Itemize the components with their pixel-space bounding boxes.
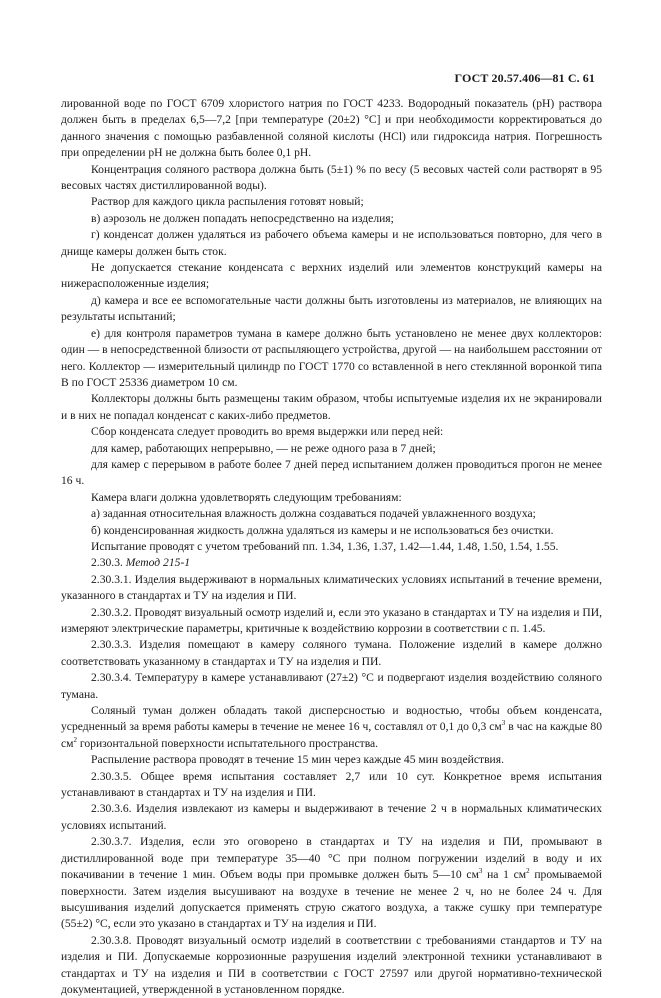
- clause: 2.30.3.2. Проводят визуальный осмотр изделий и, если это указано в стандартах и ТУ на изделия и ПИ, измеряют электрические параметры, критичные к воздействию коррозии в соответствии с п. 1.45.: [61, 605, 602, 635]
- clause: [61, 834, 602, 932]
- superscript: 3: [501, 719, 506, 728]
- document-body: [61, 96, 602, 998]
- paragraph: лированной воде по ГОСТ 6709 хлористого натрия по ГОСТ 4233. Водородный показатель (pH) раствора должен быть в пределах 6,5—7,2 [при температуре (20±2) °C] и при необходимости корректироваться до данного значения с помощью разбавленной соляной кислоты (HCl) или гидроксида натрия. Погрешность при определении pH не должна быть более 0,1 pH.: [61, 97, 602, 160]
- paragraph: Не допускается стекание конденсата с верхних изделий или элементов конструкций камеры на нижерасположенные изделия;: [61, 261, 602, 291]
- section-number: 2.30.3.: [91, 556, 126, 570]
- list-item: е) для контроля параметров тумана в камере должно быть установлено не менее двух коллекторов: один — в непосредственной близости от распыляющего устройства, другой — на наибольшем расстоянии от него. Коллектор — измерительный цилиндр по ГОСТ 1770 со вставленной в него стеклянной воронкой типа В по ГОСТ 25336 диаметром 10 см.: [61, 326, 602, 389]
- superscript: 2: [73, 735, 77, 744]
- text-run: в час на каждые 80 см: [61, 720, 603, 750]
- clause: 2.30.3.3. Изделия помещают в камеру соляного тумана. Положение изделий в камере должно соответствовать указанному в стандартах и ТУ на изделия и ПИ.: [61, 638, 602, 668]
- list-item: а) заданная относительная влажность должна создаваться подачей увлажненного воздуха;: [91, 507, 536, 521]
- paragraph: Распыление раствора проводят в течение 15 мин через каждые 45 мин воздействия.: [91, 753, 504, 767]
- page-header: ГОСТ 20.57.406—81 С. 61: [454, 71, 595, 85]
- text-run: на 1 см: [482, 868, 527, 882]
- list-item: б) конденсированная жидкость должна удаляться из камеры и не использоваться без очистки.: [91, 523, 554, 537]
- paragraph: Раствор для каждого цикла распыления готовят новый;: [91, 195, 364, 209]
- list-item: д) камера и все ее вспомогательные части должны быть изготовлены из материалов, не влияющих на результаты испытаний;: [61, 293, 602, 324]
- section-title: Метод 215-1: [125, 556, 191, 570]
- clause: 2.30.3.1. Изделия выдерживают в нормальных климатических условиях испытаний в течение времени, указанного в стандартах и ТУ на изделия и ПИ.: [61, 572, 602, 603]
- clause: 2.30.3.8. Проводят визуальный осмотр изделий в соответствии с требованиями стандартов и ТУ на изделия и ПИ. Допускаемые коррозионные разрушения изделий электронной техники устанавливают в стандартах и ТУ на изделия и ПИ в соответствии с ГОСТ 27597 или другой нормативно-технической документацией, утвержденной в установленном порядке.: [61, 933, 602, 996]
- section-heading: [61, 555, 602, 571]
- paragraph: [61, 703, 602, 752]
- list-item: для камер, работающих непрерывно, — не реже одного раза в 7 дней;: [91, 441, 436, 455]
- paragraph: Концентрация соляного раствора должна быть (5±1) % по весу (5 весовых частей соли растворят в 95 весовых частях дистиллированной воды).: [61, 162, 602, 193]
- clause: 2.30.3.5. Общее время испытания составляет 2,7 или 10 сут. Конкретное время испытания устанавливают в стандартах и ТУ на изделия и ПИ.: [61, 769, 602, 800]
- paragraph: Камера влаги должна удовлетворять следующим требованиям:: [91, 490, 402, 504]
- paragraph: Коллекторы должны быть размещены таким образом, чтобы испытуемые изделия их не экранировали и в них не попадал конденсат с каких-либо предметов.: [61, 392, 602, 422]
- paragraph: Сбор конденсата следует проводить во время выдержки или перед ней:: [91, 425, 444, 439]
- text-run: Соляный туман должен обладать такой дисперсностью и водностью, чтобы объем конденсата, усредненный за время работы камеры в течение не менее 16 ч, составлял от 0,1 до 0,3 см: [61, 704, 602, 734]
- text-run: горизонтальной поверхности испытательного пространства.: [76, 736, 379, 750]
- superscript: 3: [478, 867, 483, 876]
- paragraph: Испытание проводят с учетом требований пп. 1.34, 1.36, 1.37, 1.42—1.44, 1.48, 1.50, 1.54, 1.55.: [91, 539, 559, 553]
- superscript: 2: [526, 867, 530, 876]
- clause: 2.30.3.6. Изделия извлекают из камеры и выдерживают в течение 2 ч в нормальных климатических условиях испытаний.: [61, 802, 602, 832]
- text-run: 2.30.3.7. Изделия, если это оговорено в стандартах и ТУ на изделия и ПИ, промывают в дистиллированной воде при температуре 35—40 °C при полном погружении изделий в воду и их покачивании в течение 1 мин. Объем воды при промывке должен быть 5—10 см: [61, 835, 602, 882]
- list-item: г) конденсат должен удаляться из рабочего объема камеры и не использоваться повторно, для чего в днище камеры должен быть сток.: [61, 228, 602, 258]
- text-run: промываемой поверхности. Затем изделия высушивают на воздухе в течение не менее 2 ч, но не более 24 ч. Для высушивания изделий допускается применять струю сжатого воздуха, а также сушку при температуре (55±2) °C, если это указано в стандартах и ТУ на изделия и ПИ.: [61, 868, 602, 931]
- list-item: в) аэрозоль не должен попадать непосредственно на изделия;: [91, 211, 394, 225]
- list-item: для камер с перерывом в работе более 7 дней перед испытанием должен проводиться прогон не менее 16 ч.: [61, 457, 602, 488]
- clause: 2.30.3.4. Температуру в камере устанавливают (27±2) °C и подвергают изделия воздействию соляного тумана.: [61, 671, 602, 701]
